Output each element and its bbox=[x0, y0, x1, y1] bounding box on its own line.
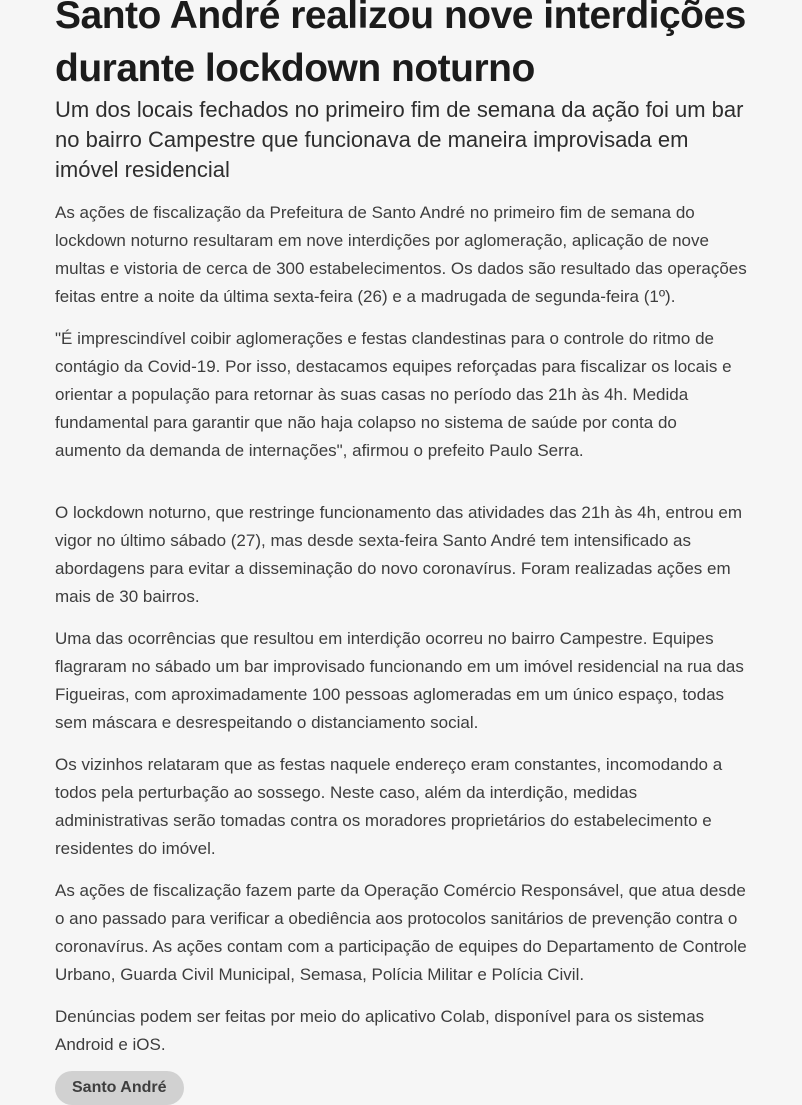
article-paragraph-6: As ações de fiscalização fazem parte da Operação Comércio Responsável, que atua desde o ano passado para verificar a obediência aos protocolos sanitários de prevenção contra o coronavírus. As ações contam com a participação de equipes do Departamento de Controle Urbano, Guarda Civil Municipal, Semasa, Polícia Militar e Polícia Civil. bbox=[55, 881, 747, 984]
article-paragraph-3: O lockdown noturno, que restringe funcionamento das atividades das 21h às 4h, entrou em vigor no último sábado (27), mas desde sexta-feira Santo André tem intensificado as abordagens para evitar a disseminação do novo coronavírus. Foram realizadas ações em mais de 30 bairros. bbox=[55, 503, 743, 606]
article-paragraph-7: Denúncias podem ser feitas por meio do aplicativo Colab, disponível para os sistemas Android e iOS. bbox=[55, 1007, 705, 1054]
article-subtitle: Um dos locais fechados no primeiro fim de semana da ação foi um bar no bairro Campestre que funcionava de maneira improvisada em imóvel residencial bbox=[55, 97, 744, 182]
article-title: Santo André realizou nove interdições durante lockdown noturno bbox=[55, 0, 746, 90]
tag-santo-andre[interactable]: Santo André bbox=[55, 1071, 184, 1105]
article-body bbox=[55, 199, 747, 1059]
article-paragraph-2: "É imprescindível coibir aglomerações e festas clandestinas para o controle do ritmo de contágio da Covid-19. Por isso, destacamos equipes reforçadas para fiscalizar os locais e orientar a população para retornar às suas casas no período das 21h às 4h. Medida fundamental para garantir que não haja colapso no sistema de saúde por conta do aumento da demanda de internações", afirmou o prefeito Paulo Serra. bbox=[55, 329, 732, 460]
article-paragraph-1: As ações de fiscalização da Prefeitura de Santo André no primeiro fim de semana do lockdown noturno resultaram em nove interdições por aglomeração, aplicação de nove multas e vistoria de cerca de 300 estabelecimentos. Os dados são resultado das operações feitas entre a noite da última sexta-feira (26) e a madrugada de segunda-feira (1º). bbox=[55, 203, 747, 306]
article-paragraph-5: Os vizinhos relataram que as festas naquele endereço eram constantes, incomodando a todos pela perturbação ao sossego. Neste caso, além da interdição, medidas administrativas serão tomadas contra os moradores proprietários do estabelecimento e residentes do imóvel. bbox=[55, 755, 723, 858]
tag-row bbox=[55, 1071, 747, 1105]
article-paragraph-4: Uma das ocorrências que resultou em interdição ocorreu no bairro Campestre. Equipes flagraram no sábado um bar improvisado funcionando em um imóvel residencial na rua das Figueiras, com aproximadamente 100 pessoas aglomeradas em um único espaço, todas sem máscara e desrespeitando o distanciamento social. bbox=[55, 629, 744, 732]
